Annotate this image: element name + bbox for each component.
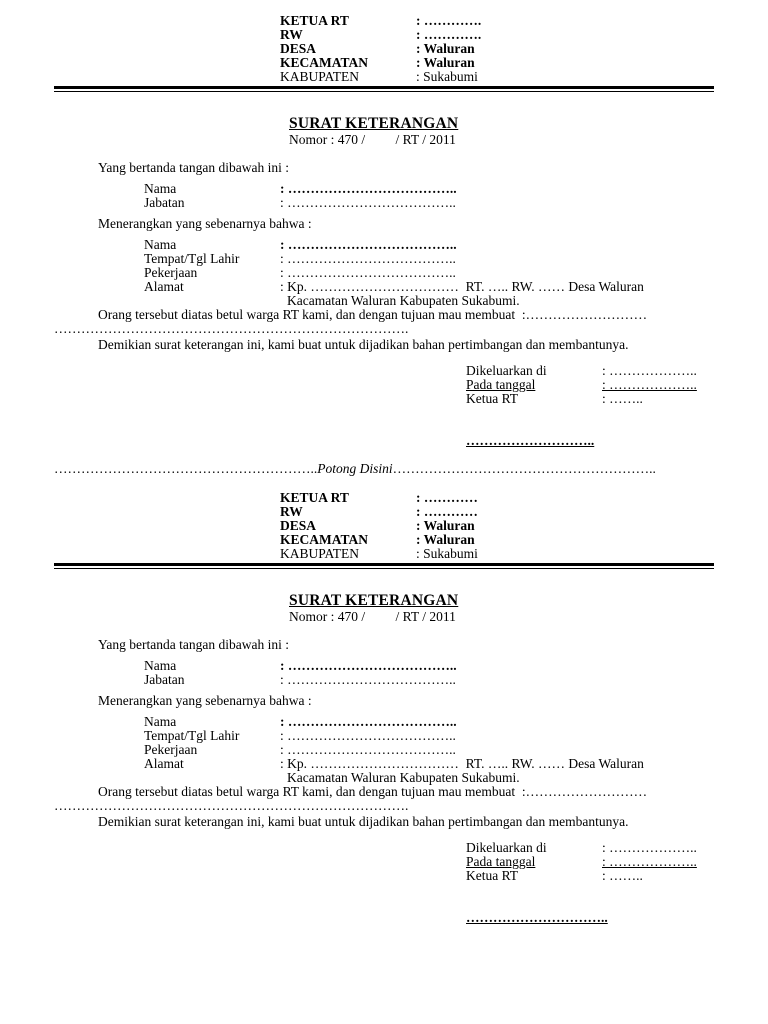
header-label: KECAMATAN (280, 532, 368, 547)
header-label: KETUA RT (280, 490, 349, 505)
letter-number: Nomor : 470 / / RT / 2011 (289, 132, 456, 147)
subject-field-value: : Kp. …………………………… RT. ….. RW. …… Desa Waluran (280, 756, 644, 771)
signer-field-label: Nama (144, 658, 177, 673)
subject-field-label: Pekerjaan (144, 265, 198, 280)
statement-line: Orang tersebut diatas betul warga RT kami, dan dengan tujuan mau membuat :……………………… (98, 307, 648, 322)
subject-field-label: Alamat (144, 279, 184, 294)
sign-block-label: Ketua RT (466, 391, 519, 406)
cut-here-line: …………………………………………………..Potong Disini………………………………………………….. (54, 461, 656, 476)
header-label: RW (280, 504, 303, 519)
sign-block-value: : ……………….. (602, 840, 697, 855)
header-label: KETUA RT (280, 13, 349, 28)
header-divider-thick (54, 86, 714, 89)
header-divider-thick (54, 563, 714, 566)
letter-title: SURAT KETERANGAN (289, 115, 459, 132)
signer-field-value: : ……………………………….. (280, 195, 456, 210)
sign-block-label: Pada tanggal (466, 854, 536, 869)
subject-field-label: Nama (144, 714, 177, 729)
header-divider-thin (54, 91, 714, 92)
statement-line: Orang tersebut diatas betul warga RT kami, dan dengan tujuan mau membuat :……………………… (98, 784, 648, 799)
header-value: : Waluran (416, 518, 475, 533)
intro-text: Yang bertanda tangan dibawah ini : (98, 637, 289, 652)
header-value: : ………… (416, 504, 478, 519)
signer-field-label: Nama (144, 181, 177, 196)
sign-block-value: : ……………….. (602, 377, 697, 392)
subject-field-value: : Kp. …………………………… RT. ….. RW. …… Desa Waluran (280, 279, 644, 294)
signer-field-value: : ……………………………….. (280, 658, 457, 673)
signer-field-value: : ……………………………….. (280, 181, 457, 196)
address-continuation: Kacamatan Waluran Kabupaten Sukabumi. (287, 770, 520, 785)
letter-number: Nomor : 470 / / RT / 2011 (289, 609, 456, 624)
header-label: RW (280, 27, 303, 42)
address-continuation: Kacamatan Waluran Kabupaten Sukabumi. (287, 293, 520, 308)
signer-field-label: Jabatan (144, 672, 185, 687)
signer-field-value: : ……………………………….. (280, 672, 456, 687)
cut-here-label: Potong Disini (317, 461, 393, 476)
subject-field-value: : ……………………………….. (280, 728, 456, 743)
closing-text: Demikian surat keterangan ini, kami buat untuk dijadikan bahan pertimbangan dan membantunya. (98, 337, 629, 352)
sign-block-value: : …….. (602, 868, 643, 883)
subject-field-value: : ……………………………….. (280, 265, 456, 280)
subject-field-label: Tempat/Tgl Lahir (144, 251, 240, 266)
header-value: : Sukabumi (416, 546, 478, 561)
subject-field-value: : ……………………………….. (280, 251, 456, 266)
subject-field-label: Alamat (144, 756, 184, 771)
subject-field-label: Nama (144, 237, 177, 252)
declaration-text: Menerangkan yang sebenarnya bahwa : (98, 693, 312, 708)
sign-block-value: : ……………….. (602, 363, 697, 378)
header-value: : Waluran (416, 55, 475, 70)
statement-dots-line: ……………………………………………………………………. (54, 798, 409, 813)
subject-field-label: Tempat/Tgl Lahir (144, 728, 240, 743)
sign-block-label: Dikeluarkan di (466, 840, 547, 855)
header-label: KABUPATEN (280, 546, 360, 561)
header-value: : Waluran (416, 41, 475, 56)
sign-block-label: Ketua RT (466, 868, 519, 883)
subject-field-value: : ……………………………….. (280, 742, 456, 757)
subject-field-value: : ……………………………….. (280, 237, 457, 252)
sign-block-label: Dikeluarkan di (466, 363, 547, 378)
header-value: : ………… (416, 490, 478, 505)
subject-field-value: : ……………………………….. (280, 714, 457, 729)
header-label: KABUPATEN (280, 69, 360, 84)
header-label: DESA (280, 518, 317, 533)
signature-line: ……………………….. (466, 433, 595, 448)
sign-block-value: : …….. (602, 391, 643, 406)
signer-field-label: Jabatan (144, 195, 185, 210)
intro-text: Yang bertanda tangan dibawah ini : (98, 160, 289, 175)
subject-field-label: Pekerjaan (144, 742, 198, 757)
header-value: : …………. (416, 13, 482, 28)
statement-dots-line: ……………………………………………………………………. (54, 321, 409, 336)
header-value: : Waluran (416, 532, 475, 547)
header-value: : …………. (416, 27, 482, 42)
closing-text: Demikian surat keterangan ini, kami buat untuk dijadikan bahan pertimbangan dan membantunya. (98, 814, 629, 829)
sign-block-label: Pada tanggal (466, 377, 536, 392)
letter-title: SURAT KETERANGAN (289, 592, 459, 609)
header-value: : Sukabumi (416, 69, 478, 84)
sign-block-value: : ……………….. (602, 854, 697, 869)
signature-line: ………………………….. (466, 910, 608, 925)
header-label: KECAMATAN (280, 55, 368, 70)
header-label: DESA (280, 41, 317, 56)
declaration-text: Menerangkan yang sebenarnya bahwa : (98, 216, 312, 231)
header-divider-thin (54, 568, 714, 569)
